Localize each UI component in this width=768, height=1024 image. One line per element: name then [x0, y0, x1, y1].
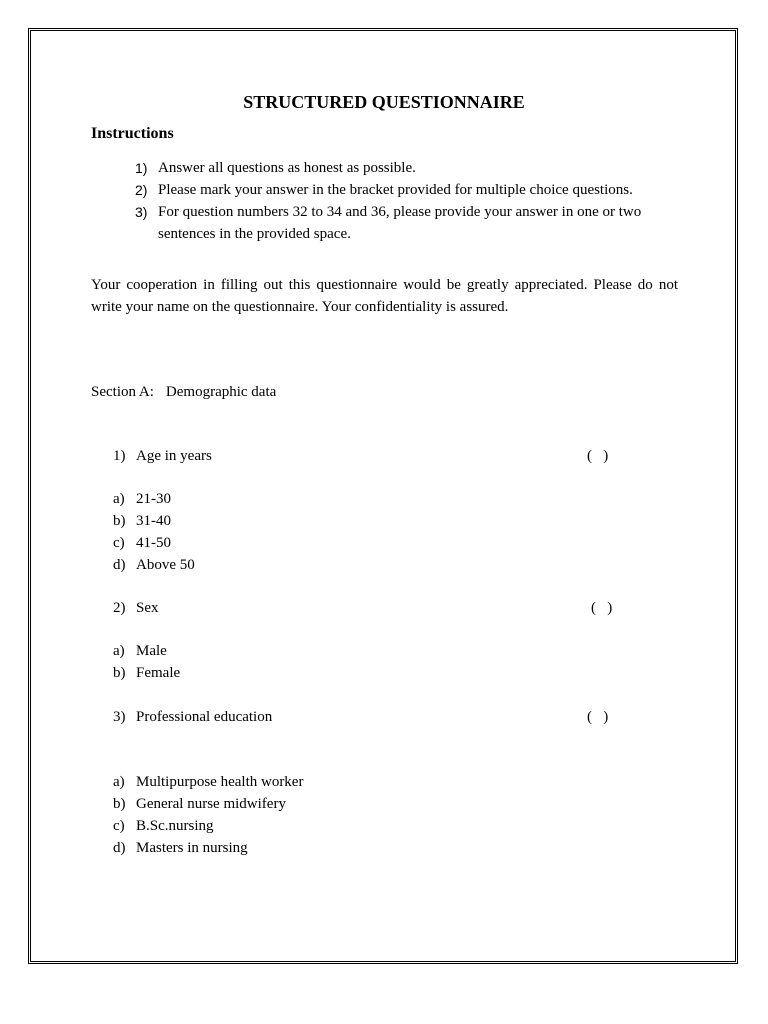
options-list — [113, 771, 303, 859]
instruction-number: 2) — [135, 182, 148, 198]
question-text: Age in years — [136, 448, 212, 464]
option-text: 41-50 — [136, 535, 171, 551]
option-letter: d) — [113, 557, 126, 573]
instructions-heading: Instructions — [91, 125, 174, 142]
answer-bracket[interactable]: ( ) — [587, 448, 609, 464]
instruction-item — [135, 179, 680, 201]
section-label: Section A: — [91, 384, 154, 400]
section-heading — [91, 381, 276, 403]
question-number: 1) — [113, 448, 126, 464]
answer-bracket[interactable]: ( ) — [587, 709, 609, 725]
option-letter: b) — [113, 796, 126, 812]
option-item — [113, 837, 303, 859]
option-text: Male — [136, 643, 167, 659]
instruction-text: For question numbers 32 to 34 and 36, please provide your answer in one or two sentences in the provided space. — [158, 204, 642, 242]
answer-bracket[interactable]: ( ) — [591, 600, 613, 616]
question-number: 3) — [113, 709, 126, 725]
option-text: 21-30 — [136, 491, 171, 507]
option-item — [113, 793, 303, 815]
cooperation-paragraph: Your cooperation in filling out this questionnaire would be greatly appreciated. Please do not write your name on the questionnaire. Your confidentiality is assured. — [91, 277, 678, 315]
options-list — [113, 640, 180, 684]
option-letter: d) — [113, 840, 126, 856]
option-item — [113, 510, 195, 532]
option-item — [113, 662, 180, 684]
option-text: Multipurpose health worker — [136, 774, 304, 790]
option-letter: c) — [113, 818, 125, 834]
option-item — [113, 771, 303, 793]
option-text: Female — [136, 665, 181, 681]
instruction-text: Please mark your answer in the bracket provided for multiple choice questions. — [158, 182, 633, 198]
question-text: Sex — [136, 600, 159, 616]
option-text: Masters in nursing — [136, 840, 248, 856]
option-item — [113, 640, 180, 662]
option-letter: b) — [113, 665, 126, 681]
option-item — [113, 815, 303, 837]
question-2 — [113, 597, 159, 619]
instruction-item — [135, 201, 680, 245]
section-name: Demographic data — [165, 384, 277, 400]
question-number: 2) — [113, 600, 126, 616]
option-text: Above 50 — [136, 557, 195, 573]
question-3 — [113, 706, 272, 728]
option-letter: a) — [113, 491, 125, 507]
option-item — [113, 554, 195, 576]
instruction-text: Answer all questions as honest as possible. — [158, 160, 416, 176]
question-text: Professional education — [136, 709, 273, 725]
option-letter: a) — [113, 774, 125, 790]
option-item — [113, 532, 195, 554]
option-letter: a) — [113, 643, 125, 659]
instruction-number: 3) — [135, 204, 148, 220]
option-text: 31-40 — [136, 513, 171, 529]
option-letter: b) — [113, 513, 126, 529]
question-1 — [113, 445, 212, 467]
options-list — [113, 488, 195, 576]
option-letter: c) — [113, 535, 125, 551]
instructions-list — [135, 157, 680, 245]
option-text: B.Sc.nursing — [136, 818, 214, 834]
option-text: General nurse midwifery — [136, 796, 286, 812]
option-item — [113, 488, 195, 510]
instruction-number: 1) — [135, 160, 148, 176]
document-title: STRUCTURED QUESTIONNAIRE — [243, 92, 525, 112]
instruction-item — [135, 157, 680, 179]
